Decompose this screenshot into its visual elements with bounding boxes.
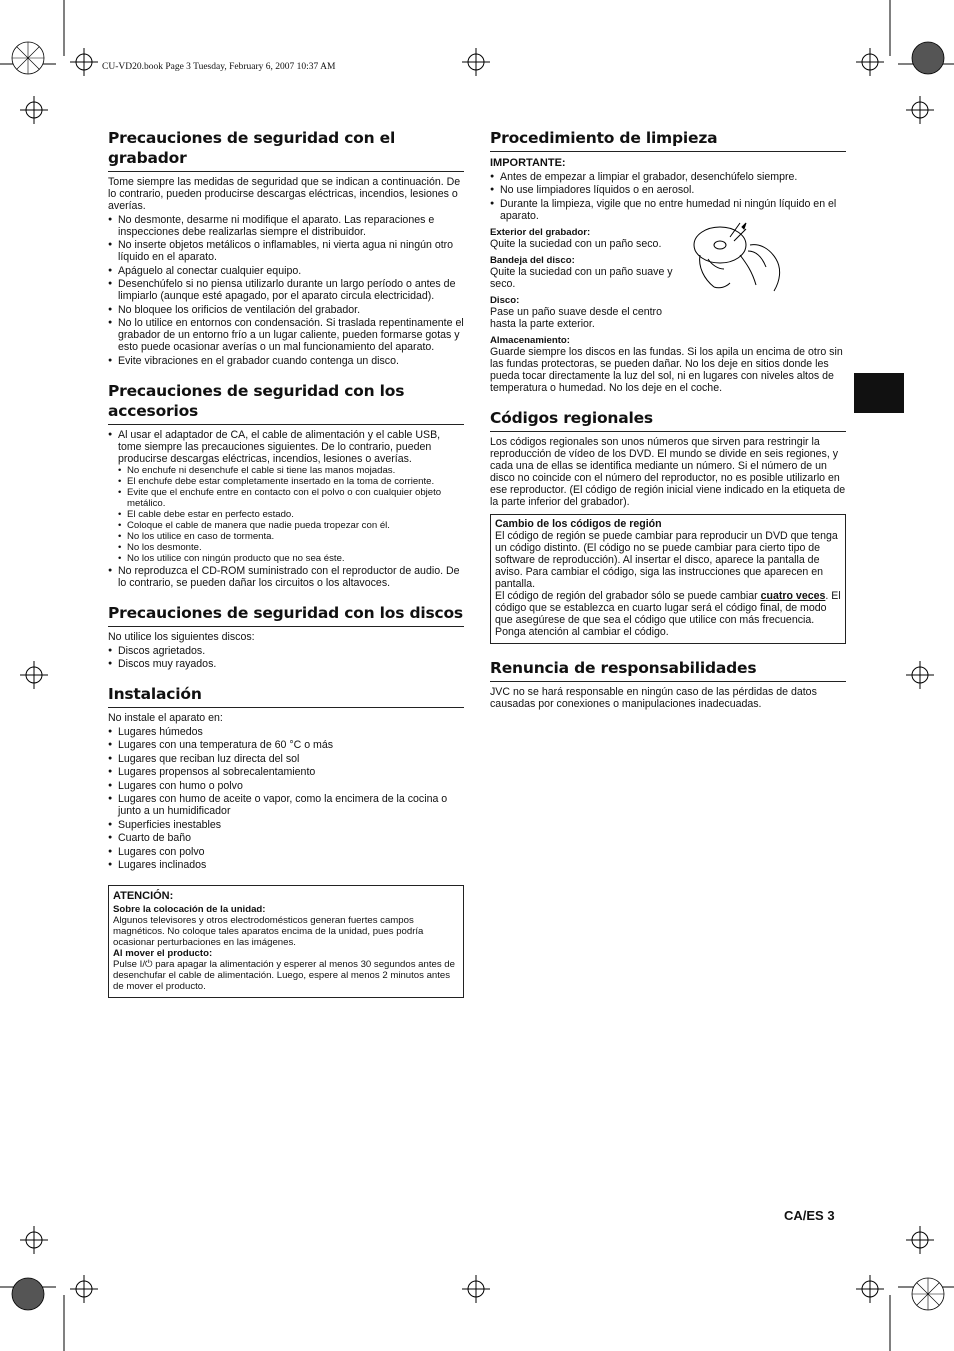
section-title: Precauciones de seguridad con el grabador <box>108 128 464 172</box>
section-title: Códigos regionales <box>490 408 846 432</box>
section-title: Precauciones de seguridad con los discos <box>108 603 464 627</box>
list-item: ● Lugares con polvo <box>108 846 464 858</box>
list-item: ● Lugares con humo o polvo <box>108 780 464 792</box>
section-title: Instalación <box>108 684 464 708</box>
attention-heading: Sobre la colocación de la unidad: <box>113 904 266 915</box>
list-item: ● Lugares con una temperatura de 60 °C o más <box>108 739 464 751</box>
sub-text: Quite la suciedad con un paño suave y seco. <box>490 265 673 290</box>
list-item: ● Lugares propensos al sobrecalentamiento <box>108 766 464 778</box>
list-item: ● Apáguelo al conectar cualquier equipo. <box>108 265 464 277</box>
section-accesorios <box>108 381 464 590</box>
attention-title: ATENCIÓN: <box>113 890 174 902</box>
book-header: CU-VD20.book Page 3 Tuesday, February 6, 2007 10:37 AM <box>102 62 336 72</box>
section-title: Procedimiento de limpieza <box>490 128 846 152</box>
list-item: ● Durante la limpieza, vigile que no entre humedad ni ningún líquido en el aparato. <box>490 198 846 222</box>
list-item: ● Discos muy rayados. <box>108 658 464 670</box>
emphasis: cuatro veces <box>760 589 826 602</box>
section-codigos <box>490 408 846 644</box>
box-text: El código de región del grabador sólo se puede cambiar cuatro veces. El código que se establezca en cuarto lugar será el código final, de modo que asegúrese de que sea el código que utilice con más frecuencia. Ponga atención al cambiar el código. <box>495 589 841 638</box>
sub-heading: Disco: <box>490 294 520 306</box>
intro-text: Tome siempre las medidas de seguridad que se indican a continuación. De lo contrario, pueden producirse descargas eléctricas, incendios, lesiones o averías. <box>108 176 461 212</box>
bullet-list <box>108 726 464 872</box>
list-item: ● Evite vibraciones en el grabador cuando contenga un disco. <box>108 355 464 367</box>
important-label: IMPORTANTE: <box>490 157 566 169</box>
sub-item: • Coloque el cable de manera que nadie pueda tropezar con él. <box>118 520 464 531</box>
section-title: Precauciones de seguridad con los accesorios <box>108 381 464 425</box>
box-text: El código de región se puede cambiar para reproducir un DVD que tenga un código distinto. (El código no se puede cambiar para cierto tipo de software de reproducción). Al insertar el disco, aparece la pantalla de aviso. Para cambiar el código, siga las instrucciones que aparecen en pantalla. <box>495 529 838 590</box>
bullet-list <box>108 214 464 367</box>
bullet-list <box>108 429 464 590</box>
list-item: ● No use limpiadores líquidos o en aerosol. <box>490 184 846 196</box>
sub-item: • Evite que el enchufe entre en contacto con el polvo o con cualquier objeto metálico. <box>118 487 464 509</box>
section-renuncia <box>490 658 846 710</box>
section-discos <box>108 603 464 670</box>
list-item: ● No reproduzca el CD-ROM suministrado con el reproductor de audio. De lo contrario, se pueden dañar los circuitos o los altavoces. <box>108 565 464 589</box>
sub-text: Pase un paño suave desde el centro hasta la parte exterior. <box>490 305 662 330</box>
language-tab <box>854 373 904 413</box>
region-text: Los códigos regionales son unos números que sirven para restringir la reproducción de vídeo de los DVD. El mundo se divide en seis regiones, y cada una de ellas se identifica mediante un número. Si el número de un disco no coincide con el número del reproductor, no es posible utilizarlo en ese reproductor. (El código de región inicial viene indicado en la etiqueta de la parte inferior del grabador). <box>490 435 846 508</box>
list-item: ● No bloquee los orificios de ventilación del grabador. <box>108 304 464 316</box>
sub-item: • El enchufe debe estar completamente insertado en la toma de corriente. <box>118 476 464 487</box>
intro-text: No instale el aparato en: <box>108 712 223 724</box>
attention-box <box>108 885 464 998</box>
region-change-box <box>490 514 846 644</box>
sub-item: • No enchufe ni desenchufe el cable si tiene las manos mojadas. <box>118 465 464 476</box>
list-item: ● No desmonte, desarme ni modifique el aparato. Las reparaciones e inspecciones debe realizarlas siempre el distribuidor. <box>108 214 464 238</box>
list-item: ● No lo utilice en entornos con condensación. Si traslada repentinamente el grabador de un entorno frío a un lugar caliente, pueden formarse gotas y esto puede ocasionar averías o un mal funcionamiento del aparato. <box>108 317 464 353</box>
sub-item: • El cable debe estar en perfecto estado. <box>118 509 464 520</box>
list-item: ● Antes de empezar a limpiar el grabador, desenchúfelo siempre. <box>490 171 846 183</box>
sub-item: • No los utilice con ningún producto que no sea éste. <box>118 553 464 564</box>
page-number: CA/ES 3 <box>784 1208 835 1223</box>
list-item: ● Lugares con humo de aceite o vapor, como la encimera de la cocina o junto a un humidificador <box>108 793 464 817</box>
sub-heading: Exterior del grabador: <box>490 226 591 238</box>
cleaning-details <box>490 227 846 330</box>
sub-heading: Almacenamiento: <box>490 334 570 346</box>
disc-cleaning-illustration <box>690 215 790 297</box>
list-item: ● Lugares húmedos <box>108 726 464 738</box>
list-item: ● Cuarto de baño <box>108 832 464 844</box>
left-column <box>108 128 464 998</box>
list-item: ● Superficies inestables <box>108 819 464 831</box>
attention-text: Algunos televisores y otros electrodomésticos generan fuertes campos magnéticos. No coloque tales aparatos encima de la unidad, pues podría ocasionar perturbaciones en las imágenes. <box>113 915 424 948</box>
box-title: Cambio de los códigos de región <box>495 517 662 530</box>
right-column <box>490 128 846 724</box>
attention-heading: Al mover el producto: <box>113 948 213 959</box>
list-item: ● Lugares inclinados <box>108 859 464 871</box>
list-item: ● Discos agrietados. <box>108 645 464 657</box>
sub-heading: Bandeja del disco: <box>490 254 575 266</box>
sub-item: • No los utilice en caso de tormenta. <box>118 531 464 542</box>
list-item: ● Lugares que reciban luz directa del sol <box>108 753 464 765</box>
sub-item: • No los desmonte. <box>118 542 464 553</box>
section-instalacion <box>108 684 464 871</box>
intro-text: No utilice los siguientes discos: <box>108 631 255 643</box>
sub-text: Quite la suciedad con un paño seco. <box>490 237 662 250</box>
list-item: ● No inserte objetos metálicos o inflamables, ni vierta agua ni ningún otro líquido en el aparato. <box>108 239 464 263</box>
sub-text: Guarde siempre los discos en las fundas. Si los apila un encima de otro sin las fundas protectoras, se pueden dañar. No los deje en sitios donde les pueda tocar directamente la luz del sol, ni en lugares con niveles altos de temperatura o humedad. No los deje en el coche. <box>490 345 843 394</box>
bullet-list <box>490 171 846 222</box>
bullet-list <box>108 645 464 671</box>
attention-text: Pulse I/⏻ para apagar la alimentación y esperer al menos 30 segundos antes de desenchufar el cable de alimentación. Luego, espere al menos 2 minutos antes de mover el producto. <box>113 959 455 992</box>
section-grabador <box>108 128 464 367</box>
sub-list <box>118 465 464 564</box>
list-item: ● Desenchúfelo si no piensa utilizarlo durante un largo período o antes de limpiarlo (aunque esté apagado, por el aparato circula electricidad). <box>108 278 464 302</box>
section-limpieza <box>490 128 846 394</box>
section-title: Renuncia de responsabilidades <box>490 658 846 682</box>
disclaimer-text: JVC no se hará responsable en ningún caso de las pérdidas de datos causadas por conexiones o manipulaciones inadecuadas. <box>490 685 817 710</box>
list-item: ● Al usar el adaptador de CA, el cable de alimentación y el cable USB, tome siempre las precauciones siguientes. De lo contrario, pueden producirse descargas eléctricas, incendios, lesiones o averías. • No enchufe ni desenchufe el cable si tiene las manos mojadas. • El enchufe debe estar completamente insertado en la toma de corriente. • Evite que el enchufe entre en contacto con el polvo o con cualquier objeto metálico. • El cable debe estar en perfecto estado. • Coloque el cable de manera que nadie pueda tropezar con él. • No los utilice en caso de tormenta. • No los desmonte. • No los utilice con ningún producto que no sea éste. <box>108 429 464 564</box>
